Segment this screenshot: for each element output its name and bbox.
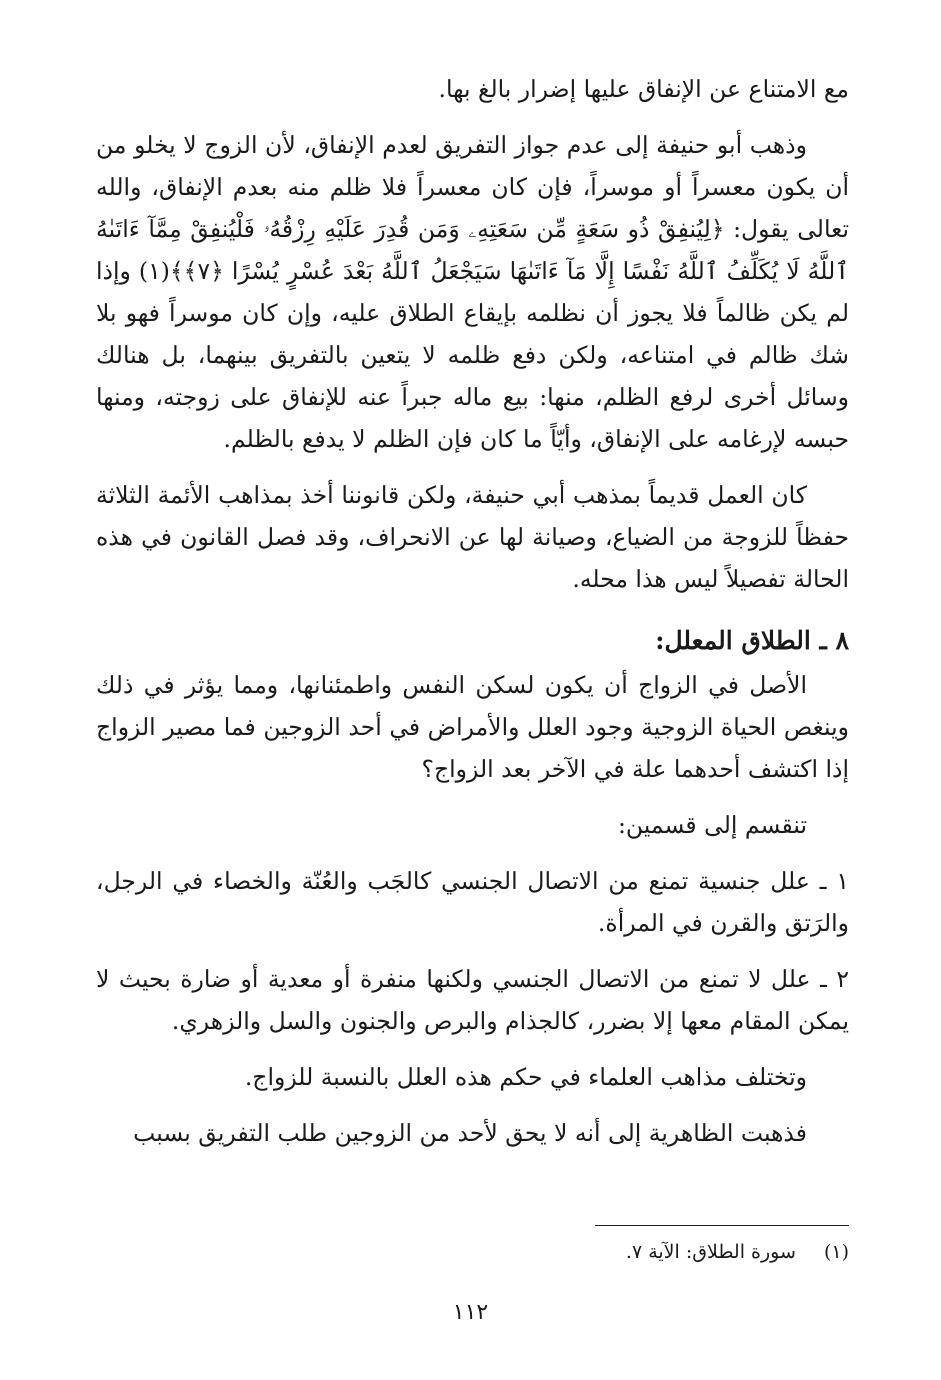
footnote-text: سورة الطلاق: الآية ٧. [625, 1241, 796, 1263]
paragraph-1: مع الامتناع عن الإنفاق عليها إضرار بالغ بها. [438, 75, 849, 103]
paragraph-3: كان العمل قديماً بمذهب أبي حنيفة، ولكن قانوننا أخذ بمذاهب الأئمة الثلاثة حفظاً للزوجة من الضياع، وصيانة لها عن الانحراف، وقد فصل القانون في هذه الحالة تفصيلاً ليس هذا محله. [96, 481, 849, 593]
paragraph-8: وتختلف مذاهب العلماء في حكم هذه العلل بالنسبة للزواج. [244, 1063, 807, 1091]
main-text [96, 68, 849, 1168]
paragraph-7: ٢ ـ علل لا تمنع من الاتصال الجنسي ولكنها منفرة أو معدية أو ضارة بحيث لا يمكن المقام معها إلا بضرر، كالجذام والبرص والجنون والسل والزهري. [96, 965, 849, 1035]
footnote [249, 1238, 849, 1266]
section-heading: ٨ ـ الطلاق المعلل: [655, 626, 849, 655]
footnote-divider [595, 1225, 849, 1226]
footnote-number: (١) [823, 1241, 849, 1263]
paragraph-6: ١ ـ علل جنسية تمنع من الاتصال الجنسي كالجَب والعُنّة والخصاء في الرجل، والرَتق والقرن في المرأة. [96, 867, 849, 937]
paragraph-2: وذهب أبو حنيفة إلى عدم جواز التفريق لعدم الإنفاق، لأن الزوج لا يخلو من أن يكون معسراً أو موسراً، فإن كان معسراً فلا ظلم منه بعدم الإنفاق، والله تعالى يقول: ﴿لِيُنفِقْ ذُو سَعَةٍ مِّن سَعَتِهِۦ وَمَن قُدِرَ عَلَيْهِ رِزْقُهُۥ فَلْيُنفِقْ مِمَّآ ءَاتَىٰهُ ٱللَّهُ لَا يُكَلِّفُ ٱللَّهُ نَفْسًا إِلَّا مَآ ءَاتَىٰهَا سَيَجْعَلُ ٱللَّهُ بَعْدَ عُسْرٍ يُسْرًا ﴿٧﴾﴾(١) وإذا لم يكن ظالماً فلا يجوز أن نظلمه بإيقاع الطلاق عليه، وإن كان موسراً فهو بلا شك ظالم في امتناعه، ولكن دفع ظلمه لا يتعين بالتفريق بينهما، بل هنالك وسائل أخرى لرفع الظلم، منها: بيع ماله جبراً عنه للإنفاق على زوجته، ومنها حبسه لإرغامه على الإنفاق، وأيّاً ما كان فإن الظلم لا يدفع بالظلم. [96, 131, 849, 453]
page-number: ١١٢ [452, 1300, 489, 1325]
paragraph-5: تنقسم إلى قسمين: [617, 811, 807, 839]
paragraph-9: فذهبت الظاهرية إلى أنه لا يحق لأحد من الزوجين طلب التفريق بسبب [133, 1119, 807, 1147]
paragraph-4: الأصل في الزواج أن يكون لسكن النفس واطمئنانها، ومما يؤثر في ذلك وينغص الحياة الزوجية وجود العلل والأمراض في أحد الزوجين فما مصير الزواج إذا اكتشف أحدهما علة في الآخر بعد الزواج؟ [96, 671, 849, 783]
